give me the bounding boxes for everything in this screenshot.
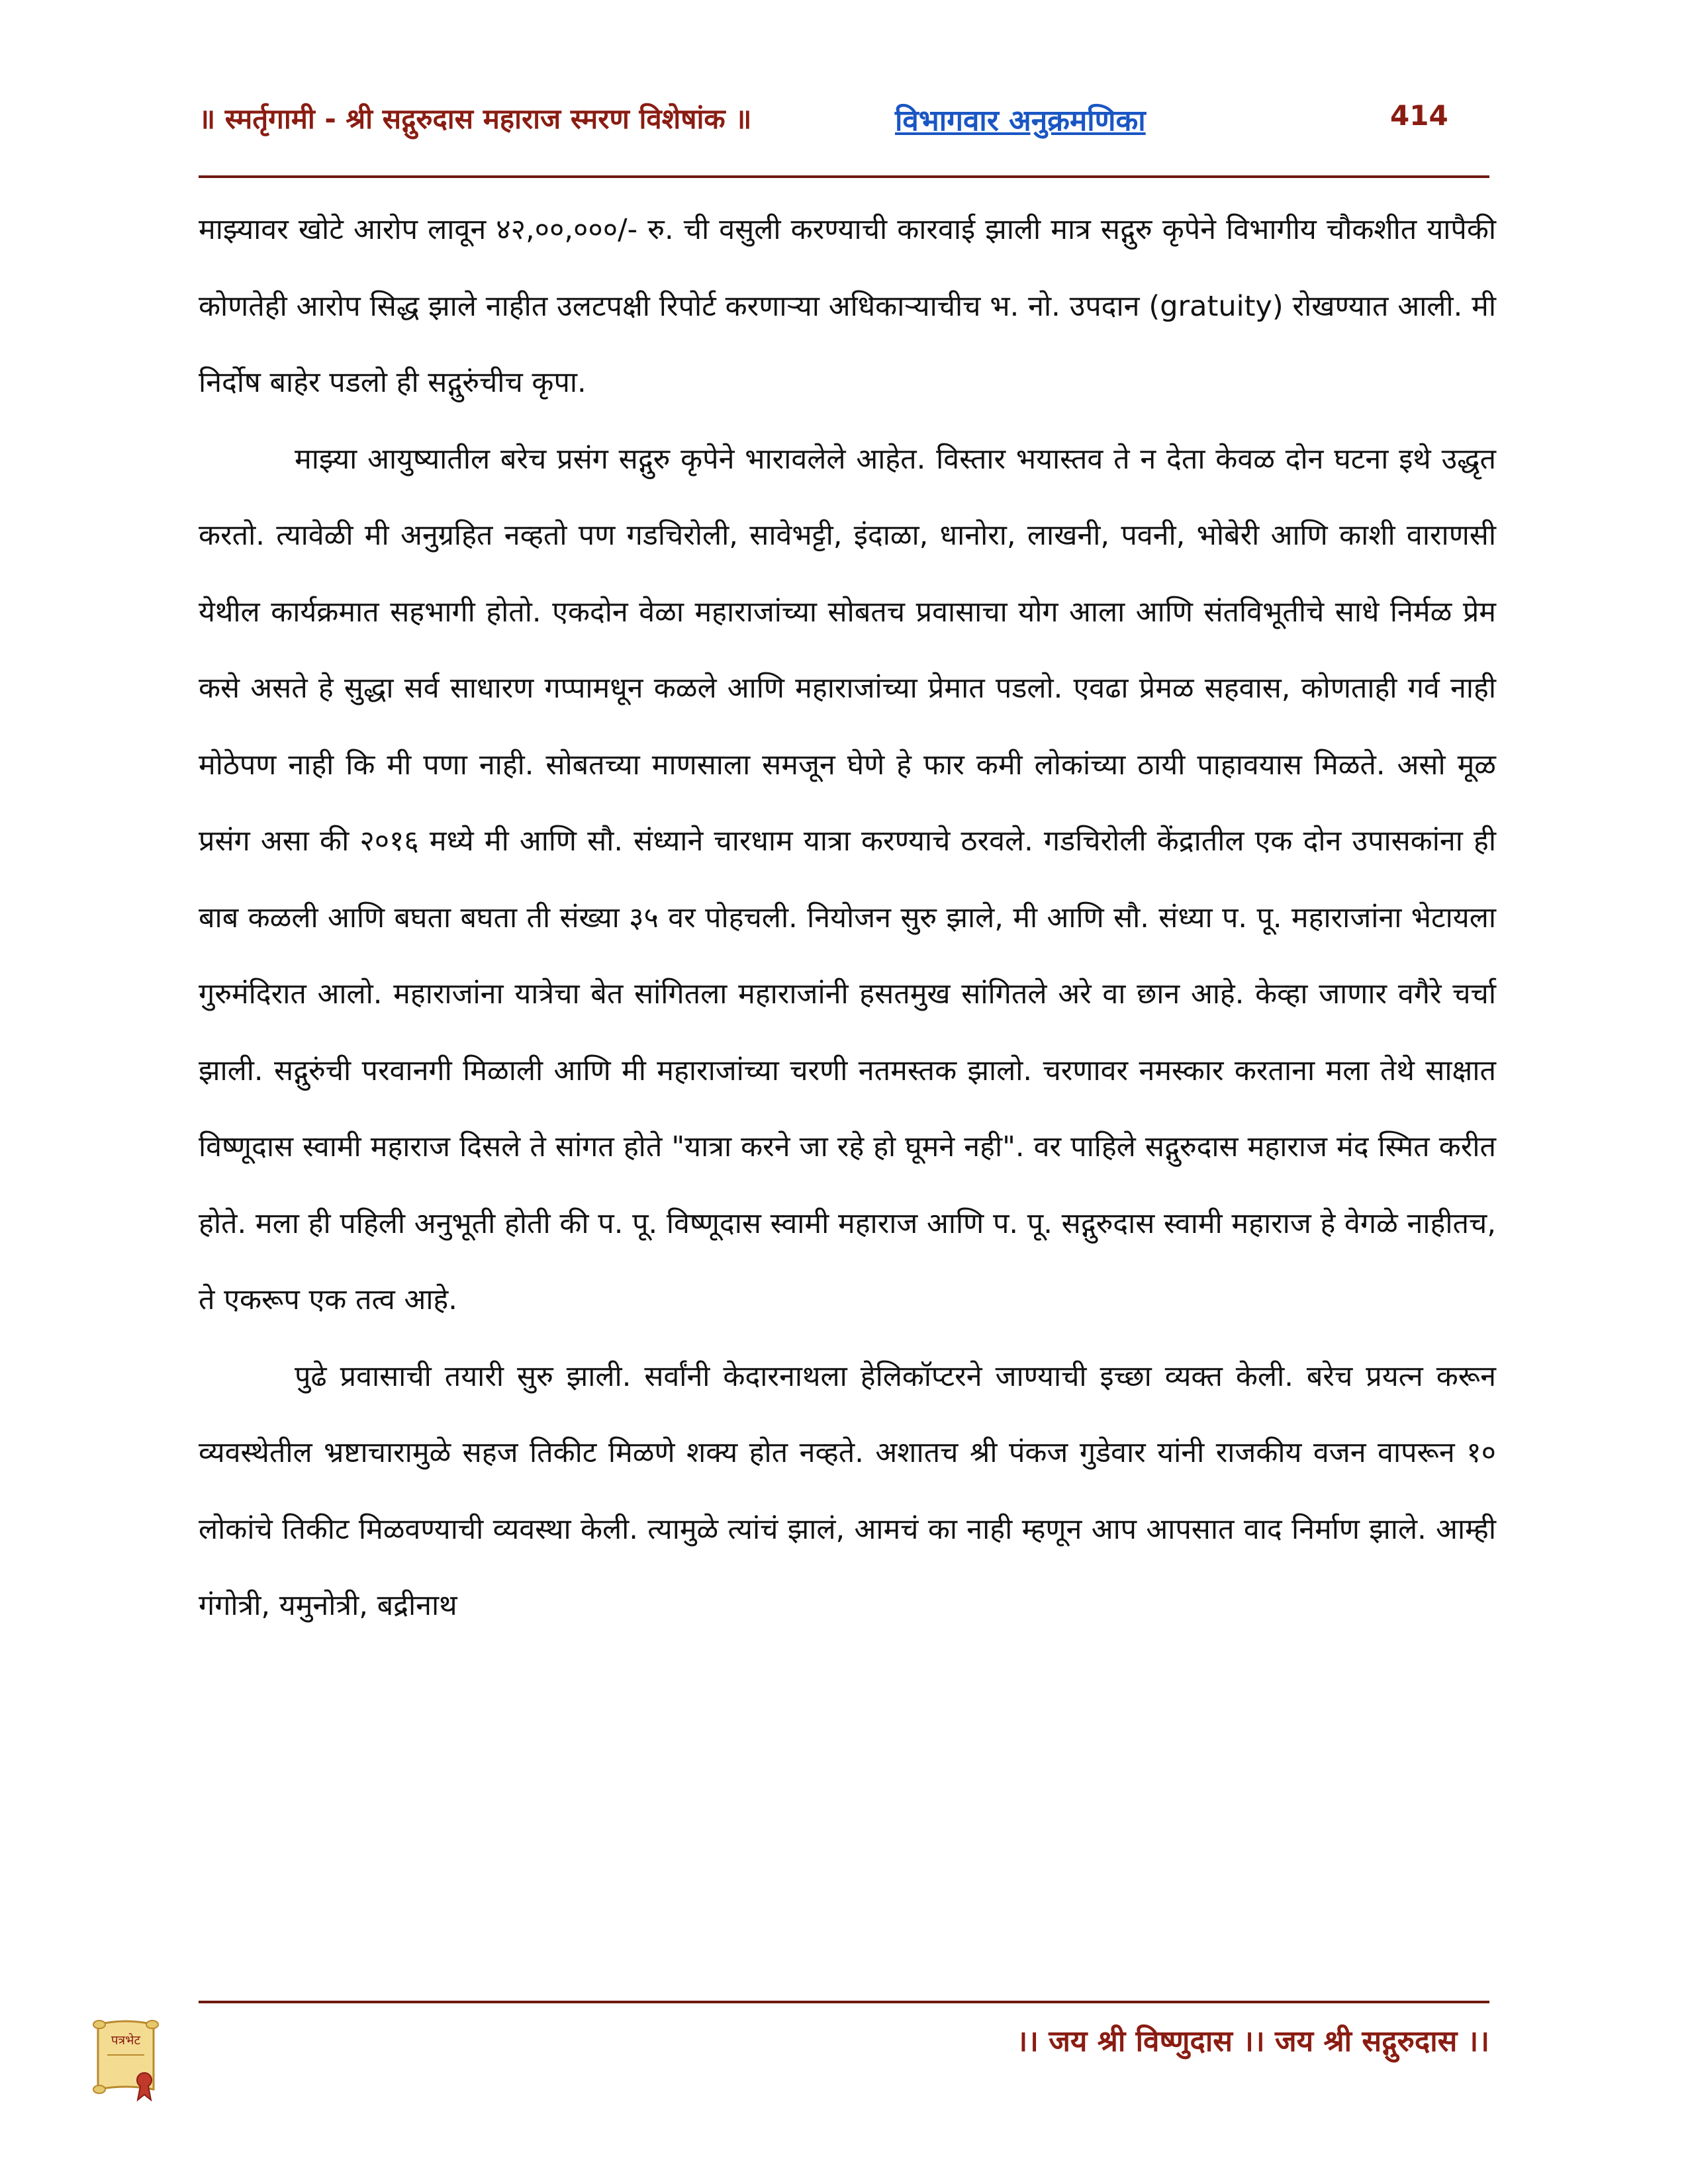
patrabhet-label: पत्रभेट: [111, 2033, 141, 2048]
paragraph: पुढे प्रवासाची तयारी सुरु झाली. सर्वांनी केदारनाथला हेलिकॉप्टरने जाण्याची इच्छा व्यक्त केली. बरेच प्रयत्न करून व्यवस्थेतील भ्रष्टाचारामुळे सहज तिकीट मिळणे शक्य होत नव्हते. अशातच श्री पंकज गुडेवार यांनी राजकीय वजन वापरून १० लोकांचे तिकीट मिळवण्याची व्यवस्था केली. त्यामुळे त्यांचं झालं, आमचं का नाही म्हणून आप आपसात वाद निर्माण झाले. आम्ही गंगोत्री, यमुनोत्री, बद्रीनाथ: [199, 1359, 1496, 1622]
section-index-link[interactable]: विभागवार अनुक्रमणिका: [895, 104, 1146, 138]
header-divider: [199, 175, 1489, 178]
page-header: [199, 99, 1489, 146]
patrabhet-scroll-logo: [86, 2015, 165, 2108]
footer-divider: [199, 2001, 1489, 2003]
paragraph: माझ्यावर खोटे आरोप लावून ४२,००,०००/- रु. ची वसुली करण्याची कारवाई झाली मात्र सद्गुरु कृपेने विभागीय चौकशीत यापैकी कोणतेही आरोप सिद्ध झाले नाहीत उलटपक्षी रिपोर्ट करणाऱ्या अधिकाऱ्याचीच भ. नो. उपदान (gratuity) रोखण्यात आली. मी निर्दोष बाहेर पडलो ही सद्गुरुंचीच कृपा.: [199, 213, 1496, 399]
issue-title: ॥ स्मर्तृगामी - श्री सद्गुरुदास महाराज स्मरण विशेषांक ॥: [199, 103, 752, 135]
footer-invocation: ।। जय श्री विष्णुदास ।। जय श्री सद्गुरुदास ।।: [1016, 2025, 1489, 2058]
page-number: 414: [1390, 99, 1448, 132]
article-body: [199, 192, 1496, 1645]
paragraph: माझ्या आयुष्यातील बरेच प्रसंग सद्गुरु कृपेने भारावलेले आहेत. विस्तार भयास्तव ते न देता केवळ दोन घटना इथे उद्धृत करतो. त्यावेळी मी अनुग्रहित नव्हतो पण गडचिरोली, सावेभट्टी, इंदाळा, धानोरा, लाखनी, पवनी, भोबेरी आणि काशी वाराणसी येथील कार्यक्रमात सहभागी होतो. एकदोन वेळा महाराजांच्या सोबतच प्रवासाचा योग आला आणि संतविभूतीचे साधे निर्मळ प्रेम कसे असते हे सुद्धा सर्व साधारण गप्पामधून कळले आणि महाराजांच्या प्रेमात पडलो. एवढा प्रेमळ सहवास, कोणताही गर्व नाही मोठेपण नाही कि मी पणा नाही. सोबतच्या माणसाला समजून घेणे हे फार कमी लोकांच्या ठायी पाहावयास मिळते. असो मूळ प्रसंग असा की २०१६ मध्ये मी आणि सौ. संध्याने चारधाम यात्रा करण्याचे ठरवले. गडचिरोली केंद्रातील एक दोन उपासकांना ही बाब कळली आणि बघता बघता ती संख्या ३५ वर पोहचली. नियोजन सुरु झाले, मी आणि सौ. संध्या प. पू. महाराजांना भेटायला गुरुमंदिरात आलो. महाराजांना यात्रेचा बेत सांगितला महाराजांनी हसतमुख सांगितले अरे वा छान आहे. केव्हा जाणार वगैरे चर्चा झाली. सद्गुरुंची परवानगी मिळाली आणि मी महाराजांच्या चरणी नतमस्तक झालो. चरणावर नमस्कार करताना मला तेथे साक्षात विष्णूदास स्वामी महाराज दिसले ते सांगत होते "यात्रा करने जा रहे हो घूमने नही". वर पाहिले सद्गुरुदास महाराज मंद स्मित करीत होते. मला ही पहिली अनुभूती होती की प. पू. विष्णूदास स्वामी महाराज आणि प. पू. सद्गुरुदास स्वामी महाराज हे वेगळे नाहीतच, ते एकरूप एक तत्व आहे.: [199, 442, 1496, 1316]
